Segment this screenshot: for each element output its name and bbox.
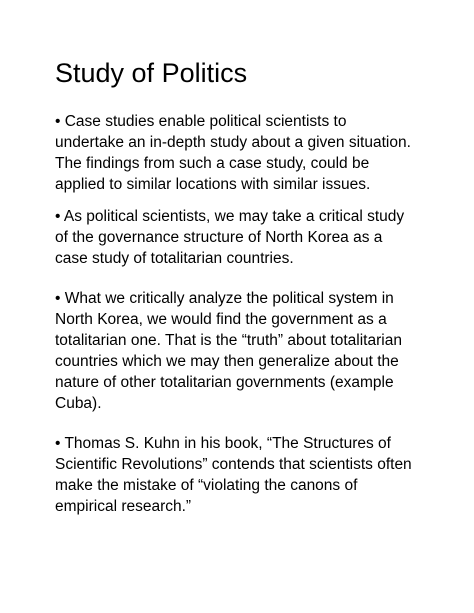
paragraph-case-studies bbox=[55, 111, 411, 195]
text-line: make the mistake of “violating the canons of bbox=[55, 477, 358, 494]
text-line: nature of other totalitarian governments (example bbox=[55, 374, 394, 391]
text-line: • Thomas S. Kuhn in his book, “The Structures of bbox=[55, 435, 391, 452]
paragraph-totalitarian-analysis bbox=[55, 288, 402, 414]
text-line: Cuba). bbox=[55, 395, 102, 412]
text-line: North Korea, we would find the government as a bbox=[55, 311, 387, 328]
text-line: of the governance structure of North Korea as a bbox=[55, 229, 383, 246]
paragraph-north-korea-study bbox=[55, 206, 404, 269]
text-line: countries which we may then generalize about the bbox=[55, 353, 399, 370]
text-line: empirical research.” bbox=[55, 498, 192, 515]
text-line: • Case studies enable political scientists to bbox=[55, 113, 347, 130]
page-title: Study of Politics bbox=[55, 58, 248, 88]
text-line: Scientific Revolutions” contends that scientists often bbox=[55, 456, 412, 473]
text-line: • As political scientists, we may take a critical study bbox=[55, 208, 405, 225]
text-line: totalitarian one. That is the “truth” about totalitarian bbox=[55, 332, 402, 349]
text-line: applied to similar locations with similar issues. bbox=[55, 176, 371, 193]
paragraph-kuhn bbox=[55, 433, 412, 517]
text-line: The findings from such a case study, could be bbox=[55, 155, 370, 172]
text-line: • What we critically analyze the political system in bbox=[55, 290, 394, 307]
text-line: undertake an in-depth study about a given situation. bbox=[55, 134, 411, 151]
text-line: case study of totalitarian countries. bbox=[55, 250, 294, 267]
